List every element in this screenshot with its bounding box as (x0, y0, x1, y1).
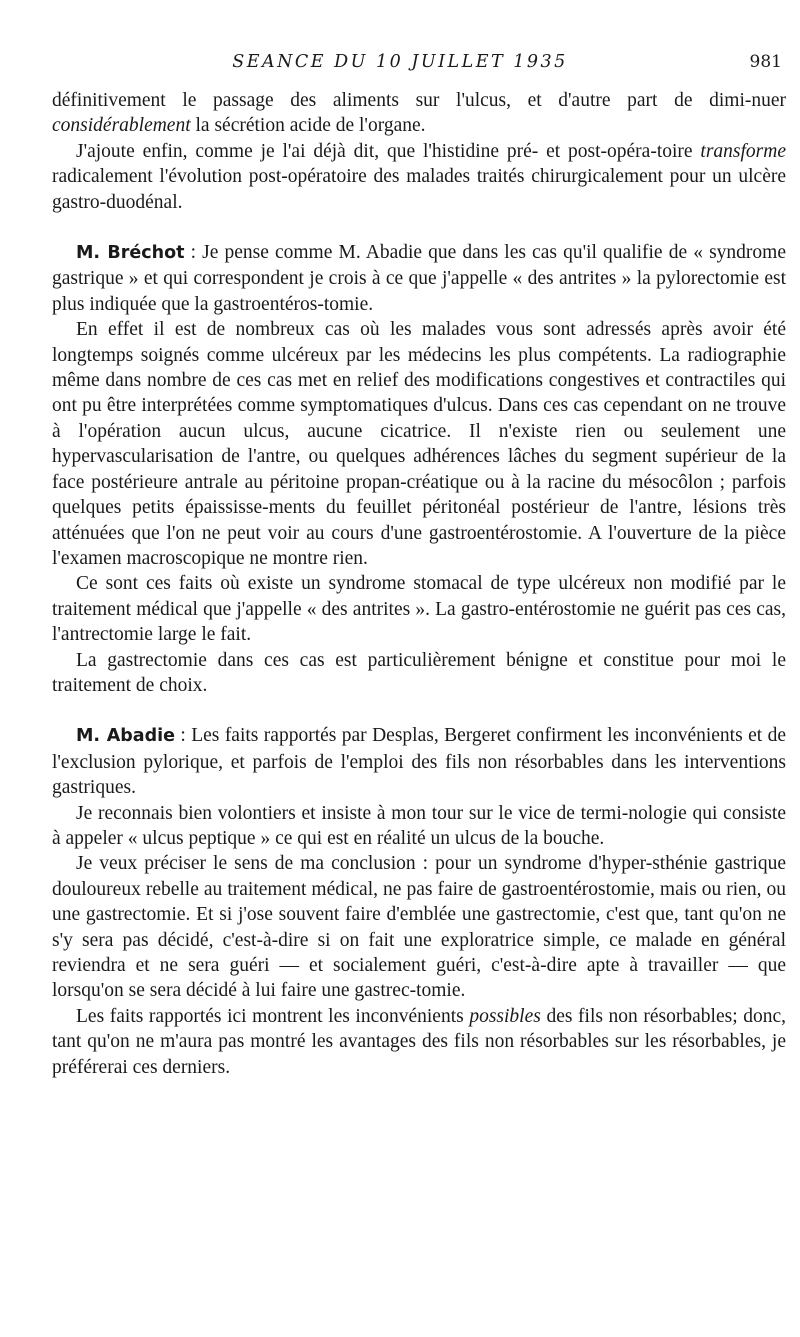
paragraph-10-text-a: Les faits rapportés ici montrent les inconvénients (76, 1005, 470, 1027)
paragraph-abadie-text: : Les faits rapportés par Desplas, Bergeret confirment les inconvénients et de l'exclusion pylorique, et parfois de l'emploi des fils non résorbables dans les interventions gastriques. (52, 725, 786, 799)
paragraph-2-emphasis: transforme (700, 140, 786, 162)
paragraph-10 (52, 1004, 786, 1080)
paragraph-1-text-a: définitivement le passage des aliments sur l'ulcus, et d'autre part de dimi-nuer (52, 90, 786, 111)
running-title: SEANCE DU 10 JUILLET 1935 (232, 52, 568, 72)
paragraph-brechot-text: : Je pense comme M. Abadie que dans les cas qu'il qualifie de « syndrome gastrique » et qui correspondent je crois à ce que j'appelle « des antrites » la pylorectomie est plus indiquée que la gastroentéros-tomie. (52, 242, 786, 315)
paragraph-brechot (52, 240, 786, 317)
paragraph-1-emphasis: considérablement (52, 115, 191, 137)
speaker-brechot: M. Bréchot (76, 243, 185, 264)
section-gap (52, 698, 786, 723)
section-gap (52, 215, 786, 240)
paragraph-2-text-b: radicalement l'évolution post-opératoire des malades traités chirurgicalement pour un ulcère gastro-duodénal. (52, 166, 786, 213)
paragraph-6: La gastrectomie dans ces cas est particulièrement bénigne et constitue pour moi le traitement de choix. (52, 649, 786, 696)
paragraph-2 (52, 139, 786, 215)
page-header (0, 50, 800, 74)
paragraph-4: En effet il est de nombreux cas où les malades vous sont adressés après avoir été longtemps soignés comme ulcéreux par les médecins les plus compétents. La radiographie même dans nombre de ces cas met en relief des modifications congestives et contractiles qui ont pu être interprétées comme symptomatiques d'ulcus. Dans ces cas cependant on ne trouve à l'opération aucun ulcus, aucune cicatrice. Il n'existe rien ou seulement une hypervascularisation de l'antre, ou quelques adhérences lâches du segment supérieur de la face postérieure antrale au péritoine propan-créatique ou à la racine du mésocôlon ; parfois quelques petits épaississe-ments du feuillet péritonéal postérieur de l'antre, lésions très atténuées que l'on ne peut voir au cours d'une gastroentérostomie. A l'ouverture de la pièce l'examen macroscopique ne montre rien. (52, 319, 786, 569)
paragraph-5: Ce sont ces faits où existe un syndrome stomacal de type ulcéreux non modifié par le traitement médical que j'appelle « des antrites ». La gastro-entérostomie ne guérit pas ces cas, l'antrectomie large le fait. (52, 573, 786, 646)
paragraph-9: Je veux préciser le sens de ma conclusion : pour un syndrome d'hyper-sthénie gastrique douloureux rebelle au traitement médical, ne pas faire de gastroentérostomie, mais ou rien, ou une gastrectomie. Et si j'ose souvent faire d'emblée une gastrectomie, c'est que, tant qu'on ne s'y sera pas décidé, c'est-à-dire si on fait une exploratrice simple, ce malade en général reviendra et ne sera guéri — et socialement guéri, c'est-à-dire apte à travailler — que lorsqu'on se sera décidé à lui faire une gastrec-tomie. (52, 853, 786, 1002)
document-body (52, 88, 786, 1080)
paragraph-10-text-b: des fils non résorbables; donc, tant qu'on ne m'aura pas montré les avantages des fils non résorbables sur les résorbables, je préférerai ces derniers. (52, 1005, 786, 1078)
paragraph-10-emphasis: possibles (469, 1005, 541, 1027)
speaker-abadie: M. Abadie (76, 726, 175, 747)
paragraph-abadie (52, 723, 786, 800)
paragraph-2-text-a: J'ajoute enfin, comme je l'ai déjà dit, que l'histidine pré- et post-opéra-toire (76, 140, 701, 162)
paragraph-1 (52, 88, 786, 139)
paragraph-8: Je reconnais bien volontiers et insiste à mon tour sur le vice de termi-nologie qui consiste à appeler « ulcus peptique » ce qui est en réalité un ulcus de la bouche. (52, 802, 786, 849)
paragraph-1-text-b: la sécrétion acide de l'organe. (190, 115, 426, 137)
page-number: 981 (749, 52, 782, 72)
